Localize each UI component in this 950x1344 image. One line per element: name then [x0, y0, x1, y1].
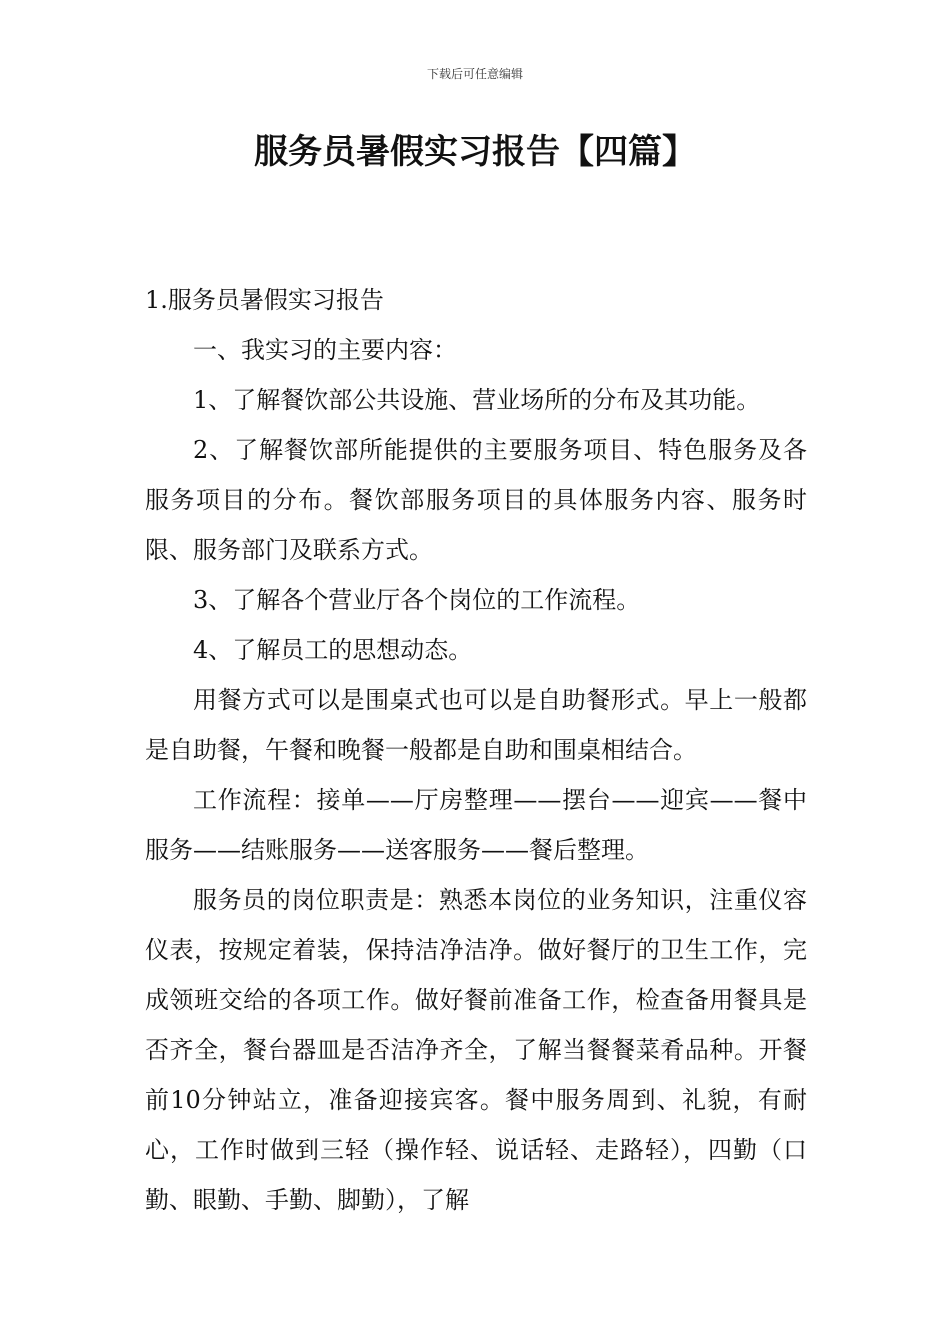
paragraph-8: 服务员的岗位职责是：熟悉本岗位的业务知识，注重仪容仪表，按规定着装，保持洁净洁净。做好餐厅的卫生工作，完成领班交给的各项工作。做好餐前准备工作，检查备用餐具是否齐全，餐台器皿是否洁净齐全，了解当餐餐菜肴品种。开餐前10分钟站立，准备迎接宾客。餐中服务周到、礼貌，有耐心，工作时做到三轻（操作轻、说话轻、走路轻），四勤（口勤、眼勤、手勤、脚勤），了解 [145, 886, 807, 1214]
paragraph-5: 4、了解员工的思想动态。 [193, 636, 473, 664]
paragraph-4: 3、了解各个营业厅各个岗位的工作流程。 [193, 586, 641, 614]
paragraph-6: 用餐方式可以是围桌式也可以是自助餐形式。早上一般都是自助餐，午餐和晚餐一般都是自助和围桌相结合。 [145, 686, 807, 764]
header-note: 下载后可任意编辑 [426, 67, 523, 81]
paragraph-2: 1、了解餐饮部公共设施、营业场所的分布及其功能。 [193, 386, 761, 414]
document-title: 服务员暑假实习报告【四篇】 [254, 132, 696, 172]
section-heading: 1.服务员暑假实习报告 [145, 286, 384, 314]
document-body [145, 275, 807, 1225]
paragraph-1: 一、我实习的主要内容： [193, 336, 457, 364]
paragraph-3: 2、了解餐饮部所能提供的主要服务项目、特色服务及各服务项目的分布。餐饮部服务项目的具体服务内容、服务时限、服务部门及联系方式。 [145, 436, 807, 564]
paragraph-7: 工作流程：接单——厅房整理——摆台——迎宾——餐中服务——结账服务——送客服务——餐后整理。 [145, 786, 807, 864]
